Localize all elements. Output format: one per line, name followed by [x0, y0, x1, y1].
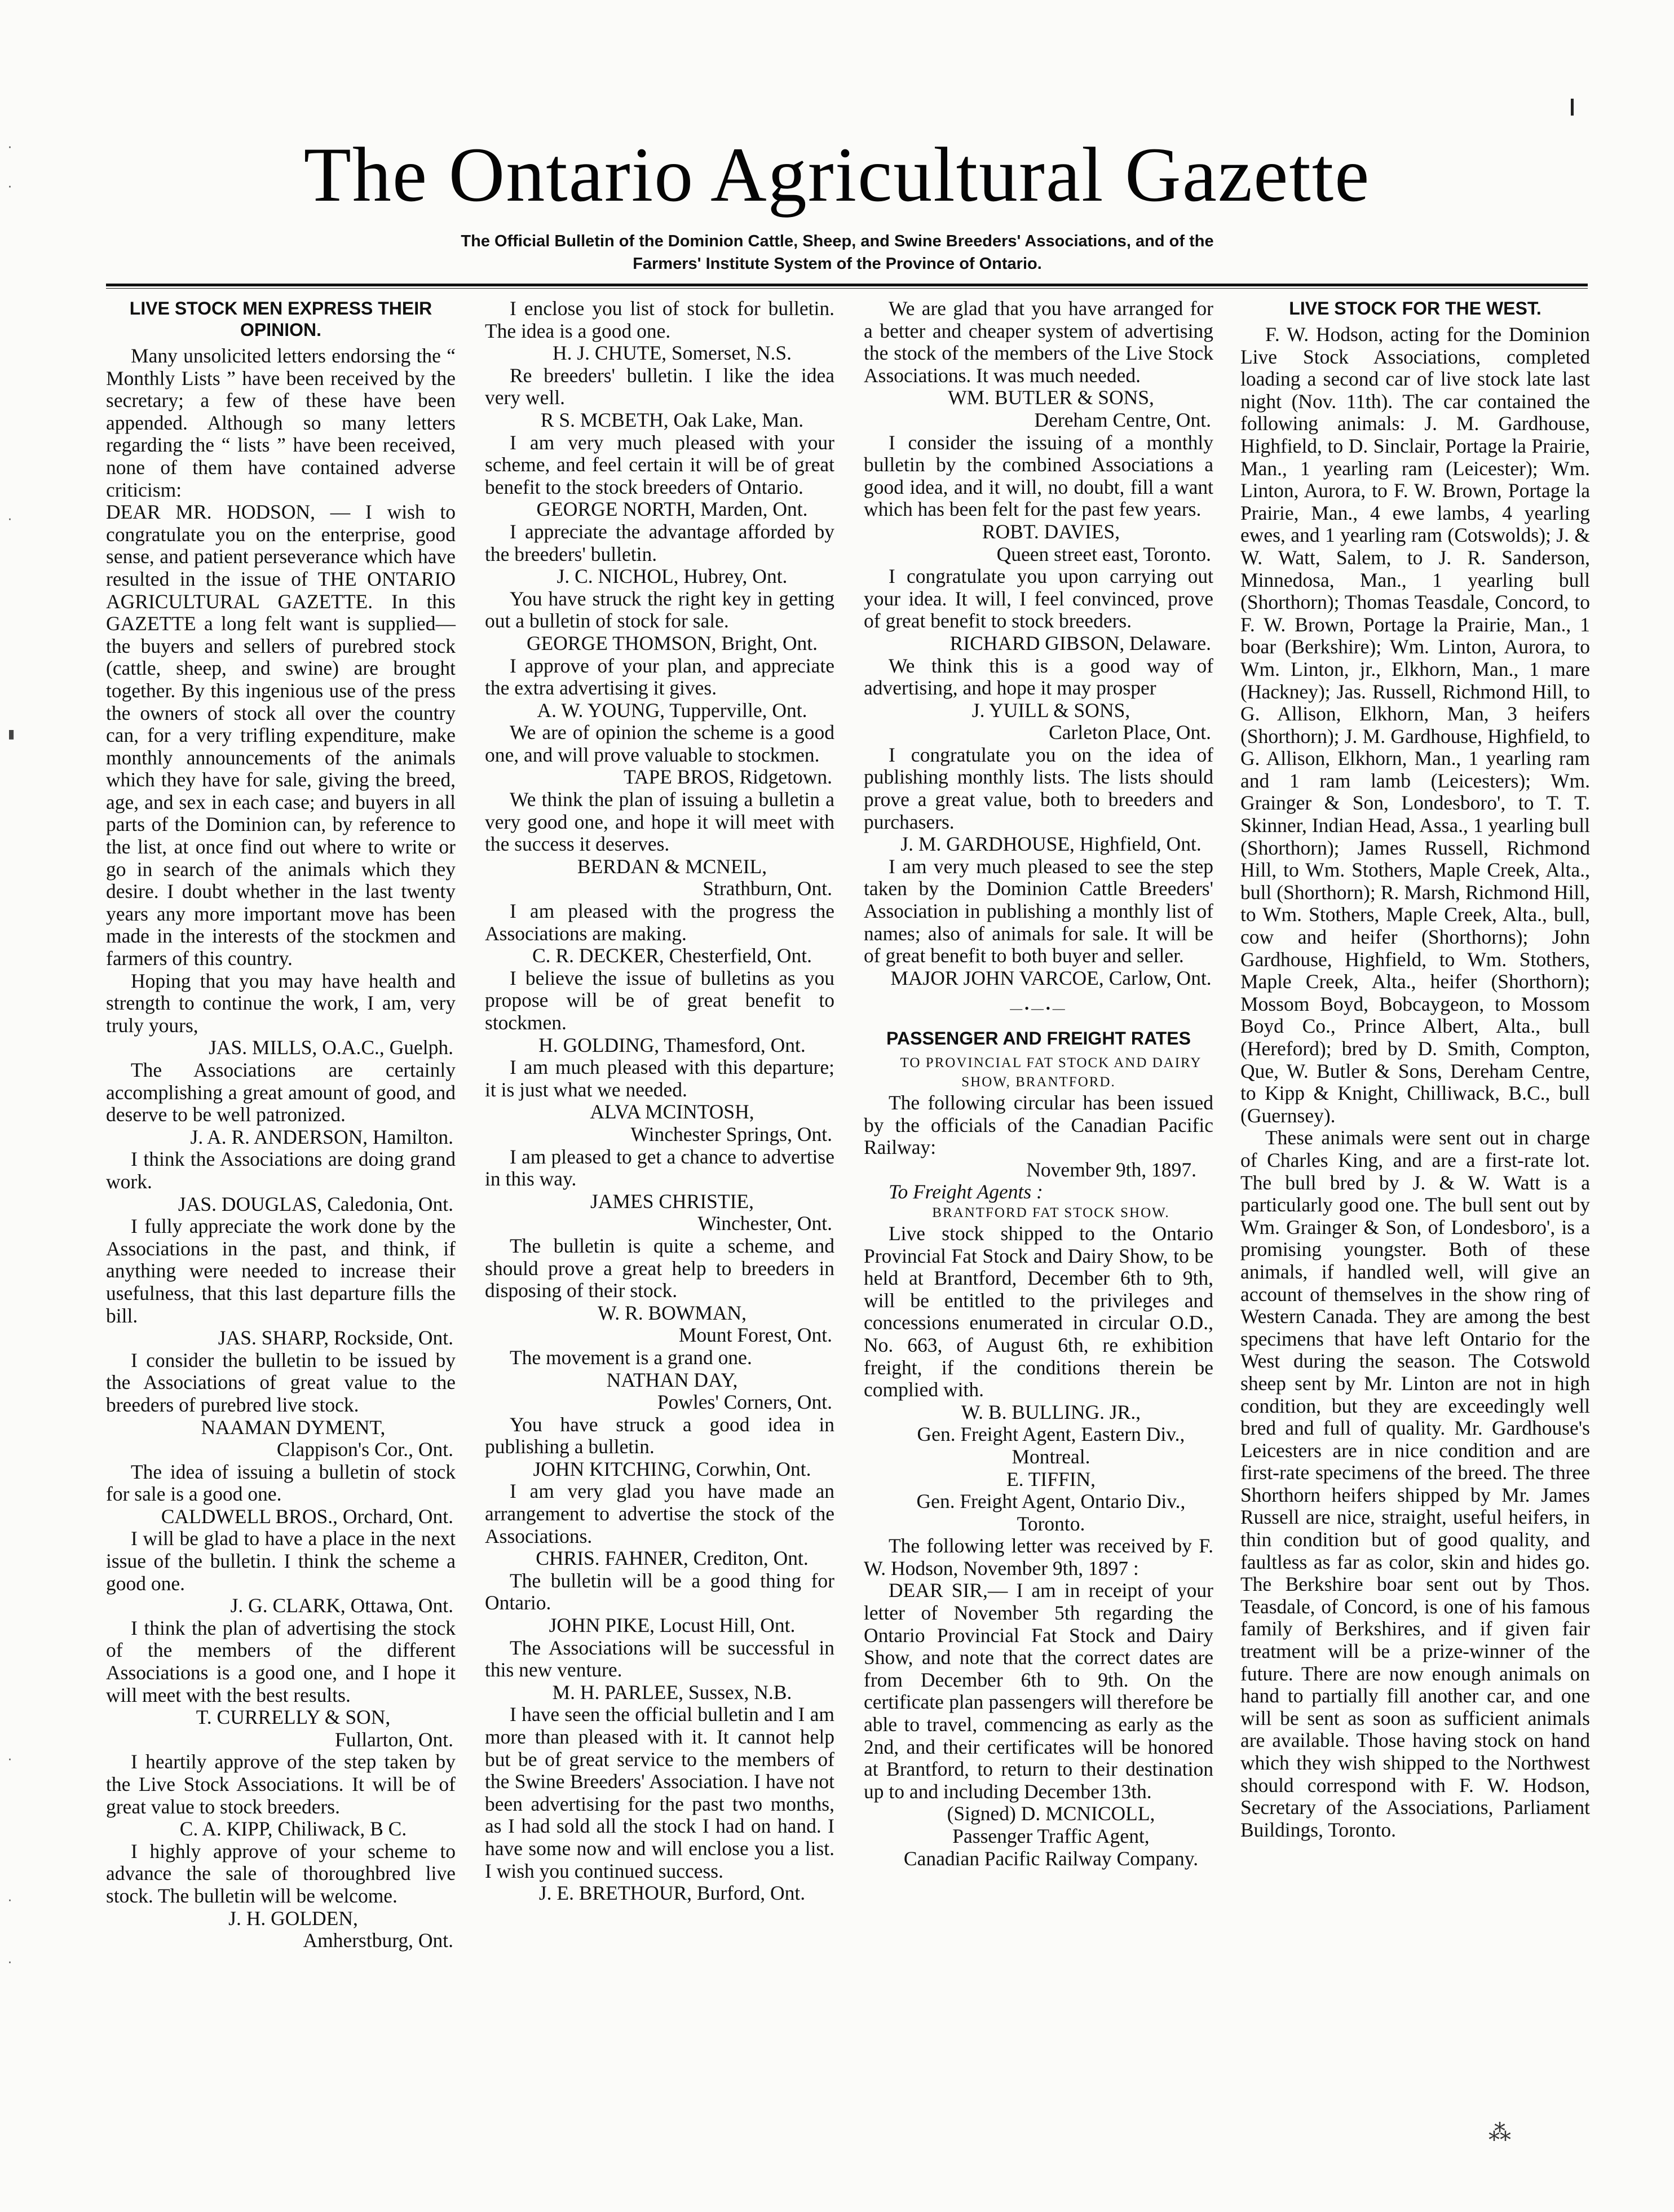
- signature: JOHN KITCHING, Corwhin, Ont.: [533, 1457, 811, 1480]
- signature: J. G. CLARK, Ottawa, Ont.: [230, 1594, 453, 1617]
- letter: I heartily approve of the step taken by the Live Stock Associations. It will be of great value to stock breeders.: [106, 1750, 456, 1818]
- signature: E. TIFFIN,: [1006, 1467, 1096, 1490]
- column-1: [106, 298, 456, 1952]
- heading-passenger-freight: PASSENGER AND FREIGHT RATES: [886, 1028, 1191, 1049]
- signature: J. C. NICHOL, Hubrey, Ont.: [556, 565, 788, 588]
- column-3: [864, 298, 1213, 1870]
- signature: MAJOR JOHN VARCOE, Carlow, Ont.: [890, 966, 1212, 989]
- heading-live-stock-men: LIVE STOCK MEN EXPRESS THEIR OPINION.: [129, 298, 432, 340]
- letter: I am much pleased with this departure; it is just what we needed.: [485, 1056, 834, 1101]
- signature: JAS. MILLS, O.A.C., Guelph.: [209, 1036, 453, 1059]
- intro-paragraph: Many unsolicited letters endorsing the “ Monthly Lists ” have been received by the secretary; a few of these have been appended. Although so many letters regarding the “ lists ” have been received, none of them have contained adverse criticism:: [106, 344, 456, 501]
- paragraph: F. W. Hodson, acting for the Dominion Live Stock Associations, completed loading a second car of live stock late last night (Nov. 11th). The car contained the following animals: J. M. Gardhouse, Highfield, to D. Sinclair, Portage la Prairie, Man., 1 yearling ram (Leicester); Wm. Linton, Aurora, to F. W. Brown, Portage la Prairie, Man., 4 ewe lambs, 4 yearling ewes, and 1 yearling ram (Cotswolds); J. & W. Watt, Salem, to J. R. Sanderson, Minnedosa, Man., 1 yearling bull (Shorthorn); Thomas Teasdale, Concord, to F. W. Brown, Portage la Prairie, Man., 1 boar (Berkshire); Wm. Linton, Aurora, to Wm. Linton, jr., Elkhorn, Man., 1 mare (Hackney); Jas. Russell, Richmond Hill, to G. Allison, Elkhorn, Man, 3 heifers (Shorthorn); J. M. Gardhouse, Highfield, to G. Allison, Elkhorn, Man., 1 yearling ram and 1 ram lamb (Leicesters); Wm. Grainger & Son, Londesboro', to T. T. Skinner, Indian Head, Assa., 1 yearling bull (Shorthorn); James Russell, Richmond Hill, to Wm. Stothers, Maple Creek, Alta., bull (Shorthorn); R. Marsh, Richmond Hill, to Wm. Stothers, Maple Creek, Alta., bull, cow and heifer (Shorthorns); John Gardhouse, Highfield, to Wm. Stothers, Maple Creek, Alta., heifer (Shorthorn); Mossom Boyd, Bobcaygeon, to Mossom Boyd Co., Prince Albert, Alta., bull (Hereford); bred by D. Smith, Compton, Que, W. Butler & Sons, Dereham Centre, to Kipp & Knight, Chilliwack, B.C., bull (Guernsey).: [1240, 323, 1590, 1127]
- masthead-rule: [106, 284, 1588, 286]
- letter: Re breeders' bulletin. I like the idea very well.: [485, 364, 834, 409]
- signature: A. W. YOUNG, Tupperville, Ont.: [537, 698, 807, 722]
- circular-date: November 9th, 1897.: [1026, 1158, 1196, 1181]
- signature-title: Gen. Freight Agent, Eastern Div.,: [917, 1423, 1185, 1446]
- letter: I am very much pleased with your scheme, and feel certain it will be of great benefit to the stock breeders of Ontario.: [485, 431, 834, 498]
- letter: I congratulate you on the idea of publishing monthly lists. The lists should prove a great value, both to breeders and purchasers.: [864, 743, 1213, 833]
- scan-margin-marks: · · · ▮ · · ·: [8, 141, 15, 1970]
- signature: CHRIS. FAHNER, Crediton, Ont.: [536, 1547, 809, 1570]
- letter: I congratulate you upon carrying out your idea. It will, I feel convinced, prove of great benefit to stock breeders.: [864, 565, 1213, 632]
- signature-company: Canadian Pacific Railway Company.: [903, 1847, 1199, 1870]
- masthead-rule-thin: [106, 288, 1588, 289]
- letter: The idea of issuing a bulletin of stock for sale is a good one.: [106, 1460, 456, 1506]
- letter: I am pleased to get a chance to advertise in this way.: [485, 1145, 834, 1191]
- subheading-brantford: BRANTFORD FAT STOCK SHOW.: [932, 1205, 1170, 1220]
- heading-live-stock-west: LIVE STOCK FOR THE WEST.: [1289, 298, 1542, 318]
- letter: The bulletin will be a good thing for Ontario.: [485, 1569, 834, 1614]
- signature: J. M. GARDHOUSE, Highfield, Ont.: [900, 833, 1202, 856]
- signature: H. GOLDING, Thamesford, Ont.: [538, 1033, 806, 1056]
- signature: C. A. KIPP, Chiliwack, B C.: [179, 1817, 407, 1841]
- letter: The bulletin is quite a scheme, and should prove a great help to breeders in disposing of their stock.: [485, 1234, 834, 1302]
- signature-place: Queen street east, Toronto.: [996, 542, 1211, 565]
- corner-ornament: ⁂: [1489, 2120, 1511, 2145]
- signature-place: Amherstburg, Ont.: [303, 1929, 453, 1952]
- section-divider: —•—•—: [1010, 1001, 1067, 1016]
- signature: T. CURRELLY & SON,: [196, 1706, 391, 1729]
- signature: CALDWELL BROS., Orchard, Ont.: [161, 1505, 453, 1528]
- letter: I have seen the official bulletin and I am more than pleased with it. It cannot help but be of great service to the members of the Swine Breeders' Association. I have not been advertising for the past two months, as I had sold all the stock I had on hand. I have some now and will enclose you a list. I wish you continued success.: [485, 1703, 834, 1882]
- letter: I am very much pleased to see the step taken by the Dominion Cattle Breeders' Association in publishing a monthly list of names; also of animals for sale. It will be of great benefit to both buyer and seller.: [864, 855, 1213, 967]
- letter-mills-closing: Hoping that you may have health and strength to continue the work, I am, very truly yours,: [106, 969, 456, 1037]
- signature: ROBT. DAVIES,: [982, 520, 1120, 543]
- subheading-provincial-show: TO PROVINCIAL FAT STOCK AND DAIRY SHOW, BRANTFORD.: [900, 1055, 1202, 1090]
- letter: The Associations are certainly accomplishing a great amount of good, and deserve to be well patronized.: [106, 1059, 456, 1126]
- letter-mills: DEAR MR. HODSON, — I wish to congratulate you on the enterprise, good sense, and patient perseverance which have resulted in the issue of THE ONTARIO AGRICULTURAL GAZETTE. In this GAZETTE a long felt want is supplied—the buyers and sellers of purebred stock (cattle, sheep, and swine) are brought together. By this ingenious use of the press the owners of stock all over the country can, for a very trifling expenditure, make monthly announcements of the animals which they have for sale, giving the breed, age, and sex in each case; and buyers in all parts of the Dominion can, by reference to the list, at once find out where to write or go in search of the animals which they desire. I doubt whether in the last twenty years any more important move has been made in the interests of the stockmen and farmers of this country.: [106, 501, 456, 970]
- letter: I consider the issuing of a monthly bulletin by the combined Associations a good idea, and it will, no doubt, fill a want which has been felt for the past few years.: [864, 431, 1213, 521]
- letter: I think the plan of advertising the stock of the members of the different Associations is a good one, and I hope it will meet with the best results.: [106, 1616, 456, 1706]
- letter-mcnicoll: DEAR SIR,— I am in receipt of your letter of November 5th regarding the Ontario Provincial Fat Stock and Dairy Show, and note that the correct dates are from December 6th to 9th. On the certificate plan passengers will therefore be able to travel, commencing as early as the 2nd, and their certificates will be honored at Brantford, to return to their destination up to and including December 13th.: [864, 1579, 1213, 1803]
- signature: W. B. BULLING. JR.,: [961, 1400, 1141, 1423]
- signature-title: Gen. Freight Agent, Ontario Div.,: [916, 1490, 1186, 1513]
- signature: TAPE BROS, Ridgetown.: [624, 766, 832, 789]
- letter: The movement is a grand one.: [510, 1346, 752, 1369]
- signature: JOHN PIKE, Locust Hill, Ont.: [549, 1614, 796, 1637]
- signature: (Signed) D. MCNICOLL,: [947, 1802, 1155, 1825]
- letter: We are of opinion the scheme is a good one, and will prove valuable to stockmen.: [485, 721, 834, 766]
- signature: ALVA MCINTOSH,: [590, 1100, 754, 1123]
- letter: You have struck the right key in getting out a bulletin of stock for sale.: [485, 587, 834, 632]
- signature-place: Dereham Centre, Ont.: [1034, 408, 1211, 431]
- letter: I believe the issue of bulletins as you propose will be of great benefit to stockmen.: [485, 966, 834, 1034]
- letter: I think the Associations are doing grand work.: [106, 1148, 456, 1193]
- signature-place: Montreal.: [1012, 1445, 1090, 1468]
- signature: C. R. DECKER, Chesterfield, Ont.: [532, 944, 812, 967]
- paragraph: Live stock shipped to the Ontario Provincial Fat Stock and Dairy Show, to be held at Brantford, December 6th to 9th, will be entitled to the privileges and concessions enumerated in circular O.D., No. 663, of August 6th, re exhibition freight, if the conditions therein be complied with.: [864, 1222, 1213, 1401]
- signature: R S. MCBETH, Oak Lake, Man.: [540, 408, 804, 431]
- letter: I appreciate the advantage afforded by the breeders' bulletin.: [485, 520, 834, 565]
- subtitle-line-1: The Official Bulletin of the Dominion Cattle, Sheep, and Swine Breeders' Associations, and of the: [461, 232, 1214, 250]
- letter: I am pleased with the progress the Associations are making.: [485, 900, 834, 945]
- paragraph: These animals were sent out in charge of Charles King, and are a first-rate lot. The bull bred by J. & W. Watt is a particularly good one. The bull sent out by Wm. Grainger & Son, of Londesboro', is a promising youngster. Both of these animals, if handled well, will give an account of themselves in the show ring of Western Canada. They are among the best specimens that have left Ontario for the West during the season. The Cotswold sheep sent by Mr. Linton are not in high condition, but they are exceedingly well bred and full of quality. Mr. Gardhouse's Leicesters are in nice condition and are first-rate specimens of the breed. The three Shorthorn heifers shipped by Mr. James Russell are nice, straight, useful heifers, in thin condition but of good quality, and faultless as far as color, skin and hides go. The Berkshire boar sent out by Thos. Teasdale, of Concord, is one of his famous family of Berkshires, and if given fair treatment will be a prize-winner of the future. There are now enough animals on hand to partially fill another car, and one will be sent as soon as sufficient animals are available. Those having stock on hand which they wish shipped to the Northwest should correspond with F. W. Hodson, Secretary of the Associations, Parliament Buildings, Toronto.: [1240, 1126, 1590, 1841]
- signature: W. R. BOWMAN,: [598, 1301, 747, 1324]
- letter: I am very glad you have made an arrangement to advertise the stock of the Associations.: [485, 1480, 834, 1547]
- signature: J. A. R. ANDERSON, Hamilton.: [190, 1125, 453, 1148]
- signature: GEORGE NORTH, Marden, Ont.: [536, 498, 808, 521]
- signature-place: Powles' Corners, Ont.: [657, 1391, 832, 1414]
- signature-place: Winchester Springs, Ont.: [630, 1122, 832, 1145]
- signature-title: Passenger Traffic Agent,: [952, 1825, 1150, 1847]
- signature-place: Strathburn, Ont.: [703, 877, 832, 900]
- signature-place: Mount Forest, Ont.: [678, 1324, 832, 1347]
- signature: J. H. GOLDEN,: [228, 1906, 358, 1930]
- letter: I consider the bulletin to be issued by the Associations of great value to the breeders of purebred live stock.: [106, 1348, 456, 1416]
- signature: NATHAN DAY,: [606, 1368, 738, 1391]
- signature: NAAMAN DYMENT,: [201, 1415, 386, 1439]
- subtitle-line-2: Farmers' Institute System of the Province of Ontario.: [633, 255, 1042, 273]
- signature: BERDAN & MCNEIL,: [577, 855, 767, 878]
- signature: JAMES CHRISTIE,: [590, 1189, 754, 1213]
- signature-place: Carleton Place, Ont.: [1049, 721, 1211, 744]
- page-mark: [1571, 99, 1574, 116]
- column-4: [1240, 298, 1590, 1841]
- letter: We think the plan of issuing a bulletin a very good one, and hope it will meet with the success it deserves.: [485, 788, 834, 856]
- signature: H. J. CHUTE, Somerset, N.S.: [552, 342, 792, 365]
- masthead-title: The Ontario Agricultural Gazette: [303, 131, 1371, 218]
- signature-place: Clappison's Cor., Ont.: [276, 1438, 453, 1461]
- letter: You have struck a good idea in publishing a bulletin.: [485, 1413, 834, 1458]
- paragraph: The following circular has been issued by the officials of the Canadian Pacific Railway:: [864, 1091, 1213, 1159]
- signature-place: Winchester, Ont.: [697, 1212, 832, 1235]
- letter: The Associations will be successful in this new venture.: [485, 1636, 834, 1682]
- letter: I approve of your plan, and appreciate the extra advertising it gives.: [485, 654, 834, 700]
- signature: J. YUILL & SONS,: [971, 698, 1130, 722]
- signature-place: Fullarton, Ont.: [334, 1728, 453, 1751]
- letter: We think this is a good way of advertising, and hope it may prosper: [864, 654, 1213, 700]
- column-2: [485, 298, 834, 1905]
- signature-place: Toronto.: [1017, 1512, 1085, 1535]
- letter: I enclose you list of stock for bulletin. The idea is a good one.: [485, 297, 834, 342]
- signature: RICHARD GIBSON, Delaware.: [949, 631, 1211, 654]
- letter: I highly approve of your scheme to advance the sale of thoroughbred live stock. The bulletin will be welcome.: [106, 1839, 456, 1907]
- letter: I fully appreciate the work done by the Associations in the past, and think, if anything were needed to increase their usefulness, that this last departure fills the bill.: [106, 1215, 456, 1327]
- signature: JAS. DOUGLAS, Caledonia, Ont.: [178, 1192, 453, 1215]
- letter: I will be glad to have a place in the next issue of the bulletin. I think the scheme a good one.: [106, 1527, 456, 1595]
- signature: M. H. PARLEE, Sussex, N.B.: [552, 1680, 792, 1704]
- signature: GEORGE THOMSON, Bright, Ont.: [526, 631, 818, 654]
- salutation: To Freight Agents :: [889, 1180, 1043, 1204]
- signature: J. E. BRETHOUR, Burford, Ont.: [538, 1882, 806, 1905]
- masthead-subtitle: [316, 230, 1359, 275]
- paragraph: The following letter was received by F. W. Hodson, November 9th, 1897 :: [864, 1534, 1213, 1580]
- signature: WM. BUTLER & SONS,: [948, 386, 1154, 409]
- signature: JAS. SHARP, Rockside, Ont.: [218, 1326, 453, 1350]
- letter: We are glad that you have arranged for a better and cheaper system of advertising the stock of the members of the Live Stock Associations. It was much needed.: [864, 297, 1213, 387]
